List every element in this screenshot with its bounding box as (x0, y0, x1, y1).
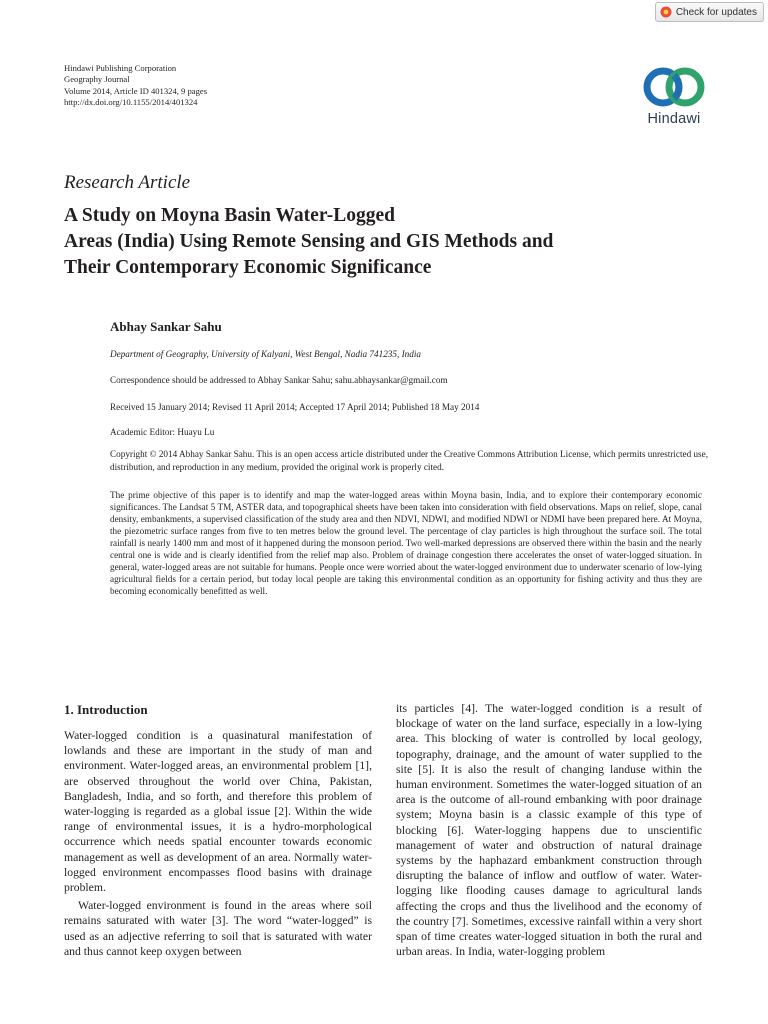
article-title (64, 203, 664, 281)
hindawi-logo (636, 60, 712, 127)
publisher-name: Hindawi Publishing Corporation (64, 63, 177, 73)
check-for-updates-button[interactable] (655, 2, 764, 22)
hindawi-logo-text: Hindawi (647, 111, 701, 127)
body-paragraph: Water-logged condition is a quasinatural manifestation of lowlands and these are important in the study of man and environment. Water-logged areas, an environmental problem [1], are observed throughout the world over China, Pakistan, Bangladesh, India, and so forth, and therefore this problem of water-logging is regarded as a global issue [2]. Within the wide range of environmental issues, it is a hydro-morphological occurrence which needs spatial encounter towards economic management as well as development of an area. Normally water-logged environment encompasses flood basins with drainage problem. (64, 729, 372, 895)
doi-link[interactable]: http://dx.doi.org/10.1155/2014/401324 (64, 97, 198, 108)
correspondence: Correspondence should be addressed to Abhay Sankar Sahu; sahu.abhaysankar@gmail.com (110, 375, 448, 385)
check-for-updates-label: Check for updates (675, 6, 757, 18)
author-name: Abhay Sankar Sahu (110, 319, 222, 334)
abstract: The prime objective of this paper is to identify and map the water-logged areas within Moyna basin, India, and to explore their contemporary economic significances. The Landsat 5 TM, ASTER data, and topographical sheets have been taken into consideration with field observations. Maps on relief, slope, canal density, embankments, a supervised classification of the study area and then NDVI, NDWI, and modified NDWI or NDMI have been prepared here. At Moyna, the piezometric surface ranges from five to ten metres below the ground level. The percentage of clay particles is high throughout the surface soil. The total rainfall is nearly 1400 mm and most of it happened during the monsoon period. Two well-marked depressions are observed there within the basin and the nearly central one is wide and is clearly identified from the relief map also. Problem of drainage congestion there accelerates the onset of water-logged situation. In general, water-logged areas are not suitable for humans. People once were worried about the water-logged environment due to underwater scenario of low-lying agricultural fields for a certain period, but today local people are taking this environmental condition as an opportunity for fishing activity and thus they are becoming economically benefitted as well. (110, 490, 702, 596)
affiliation: Department of Geography, University of Kalyani, West Bengal, Nadia 741235, India (110, 349, 421, 359)
journal-info (64, 63, 207, 109)
title-line: A Study on Moyna Basin Water-Logged (64, 205, 396, 226)
title-line: Areas (India) Using Remote Sensing and GIS Methods and (64, 231, 554, 252)
article-dates: Received 15 January 2014; Revised 11 April 2014; Accepted 17 April 2014; Published 18 May 2014 (110, 402, 480, 412)
section-heading: 1. Introduction (64, 702, 148, 717)
title-line: Their Contemporary Economic Significance (64, 257, 432, 278)
body-column-right (396, 701, 702, 959)
body-paragraph: its particles [4]. The water-logged condition is a result of blockage of water on the land surface, especially in a low-lying area. This blocking of water is controlled by local geology, topography, drainage, and the amount of water supplied to the site [5]. It is also the result of changing landuse within the human environment. Sometimes the water-logged situation of an area is the outcome of all-round embanking with poor drainage system; Moyna basin is a classic example of this type of blocking [6]. Water-logging happens due to unscientific management of water and obstruction of natural drainage systems by the haphazard embankment construction through disrupting the balance of inflow and outflow of water. Water-logging like flooding causes damage to agricultural lands affecting the crops and thus the livelihood and the economy of the country [7]. Sometimes, excessive rainfall within a very short span of time creates water-logged situation in both the rural and urban areas. In India, water-logging problem (396, 702, 702, 959)
copyright-notice: Copyright © 2014 Abhay Sankar Sahu. This is an open access article distributed under the Creative Commons Attribution License, which permits unrestricted use, distribution, and reproduction in any medium, provided the original work is properly cited. (110, 449, 709, 472)
check-for-updates-icon (660, 6, 672, 18)
volume-info: Volume 2014, Article ID 401324, 9 pages (64, 85, 208, 96)
body-column-left (64, 728, 372, 959)
academic-editor: Academic Editor: Huayu Lu (110, 427, 215, 437)
body-paragraph: Water-logged environment is found in the areas where soil remains saturated with water [3]. The word “water-logged” is used as an adjective referring to soil that is saturated with water and thus cannot keep oxygen between (64, 899, 372, 958)
article-type: Research Article (64, 172, 191, 193)
journal-name: Geography Journal (64, 74, 130, 85)
hindawi-logo-icon (639, 60, 709, 114)
